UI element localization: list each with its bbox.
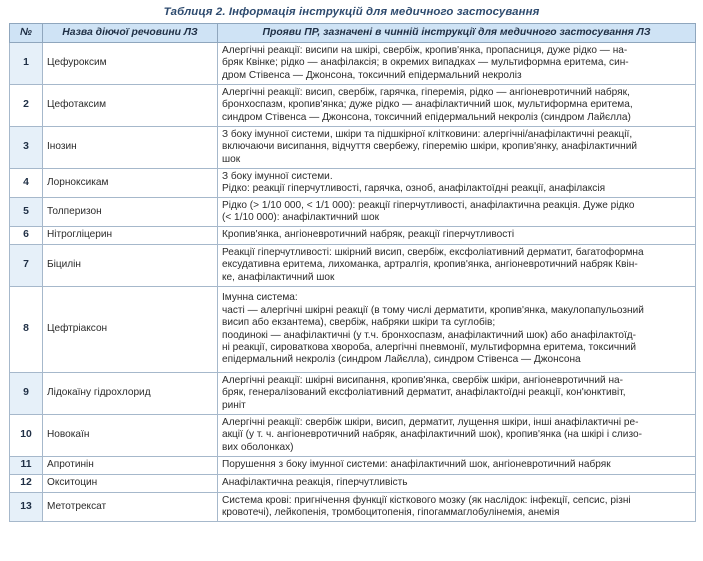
table-caption: Таблиця 2. Інформація інструкцій для медичного застосування [163,6,540,18]
manifestation-line: Алергічні реакції: шкірні висипання, кропив'янка, свербіж шкіри, ангіоневротичний на- [222,374,623,386]
medication-table [9,23,696,522]
table-row [10,415,696,457]
row-number: 6 [10,227,43,245]
substance-name: Новокаїн [43,415,218,457]
substance-name: Нітрогліцерин [43,227,218,245]
manifestations-cell [218,198,696,227]
manifestation-line: Алергічні реакції: висип, свербіж, гарячка, гіперемія, рідко — ангіоневротичний набряк, [222,86,630,98]
manifestation-line: кровотечі), лейкопенія, тромбоцитопенія, гіпогаммаглобулінемія, анемія [222,507,560,518]
manifestation-line: бронхоспазм, кропив'янка; дуже рідко — анафілактичний шок, мультиформна еритема, [222,99,633,111]
manifestation-line: дром Стівенса — Джонсона, токсичний епідермальний некроліз [222,69,522,81]
manifestations-cell [218,227,696,245]
substance-name: Цефотаксим [43,85,218,127]
substance-name: Толперизон [43,198,218,227]
table-row [10,245,696,287]
substance-name: Лорноксикам [43,169,218,198]
manifestation-line: Рідко (> 1/10 000, < 1/1 000): реакції гіперчутливості, анафілактична реакція. Дуже рідко [222,199,635,211]
row-number: 7 [10,245,43,287]
manifestation-line: поодинокі — анафілактичні (у т.ч. бронхоспазм, анафілактичний шок) або анафілактоїд- [222,329,637,341]
manifestation-line: бряк, генералізований ексфоліативний дерматит, анафілактоїдні реакції, кон'юнктивіт, [222,387,626,399]
substance-name: Апротинін [43,457,218,475]
manifestation-line: Імунна система: [222,292,298,304]
row-number: 5 [10,198,43,227]
manifestations-cell [218,245,696,287]
manifestation-line: бряк Квінке; рідко — анафілаксія; в окремих випадках — мультиформна еритема, син- [222,57,629,69]
table-body [10,43,696,522]
manifestation-line: Анафілактична реакція, гіперчутливість [222,477,408,489]
manifestation-line: висип або екзантема), свербіж, набряки шкіри та суглобів; [222,317,496,329]
row-number: 2 [10,85,43,127]
row-number: 8 [10,287,43,373]
table-row [10,198,696,227]
header-substance-name: Назва діючої речовини ЛЗ [43,24,218,43]
manifestation-line: риніт [222,399,246,411]
manifestations-cell [218,169,696,198]
header-manifestations: Прояви ПР, зазначені в чинній інструкції для медичного застосування ЛЗ [218,24,696,43]
header-number: № [10,24,43,43]
manifestations-cell [218,415,696,457]
manifestation-line: шок [222,153,241,165]
row-number: 3 [10,127,43,169]
manifestations-cell [218,127,696,169]
manifestation-line: ексудативна еритема, лихоманка, артралгія, кропив'янка, ангіоневротичний набряк Квін- [222,259,638,271]
manifestation-line: Кропив'янка, ангіоневротичний набряк, реакції гіперчутливості [222,229,515,241]
manifestation-line: синдром Стівенса — Джонсона, токсичний епідермальний некроліз (синдром Лайєлла) [222,111,631,123]
row-number: 10 [10,415,43,457]
table-row [10,169,696,198]
row-number: 12 [10,475,43,493]
table-row [10,43,696,85]
row-number: 4 [10,169,43,198]
substance-name: Цефуроксим [43,43,218,85]
manifestation-line: акції (у т. ч. ангіоневротичний набряк, анафілактичний шок), кропив'янка (на шкірі і слизо- [222,429,642,441]
manifestation-line: Система крові: пригнічення функції кісткового мозку (як наслідок: інфекції, сепсис, різні [222,494,631,506]
manifestations-cell [218,43,696,85]
manifestation-line: З боку імунної системи. [222,170,333,182]
manifestations-cell [218,493,696,522]
manifestation-line: З боку імунної системи, шкіри та підшкірної клітковини: алергічні/анафілактичні реакції, [222,128,633,140]
table-row [10,287,696,373]
table-row [10,373,696,415]
manifestations-cell [218,457,696,475]
substance-name: Біцилін [43,245,218,287]
manifestation-line: Рідко: реакції гіперчутливості, гарячка, озноб, анафілактоїдні реакції, анафілаксія [222,183,606,194]
row-number: 1 [10,43,43,85]
row-number: 9 [10,373,43,415]
table-header-row [10,24,696,43]
table-row [10,475,696,493]
manifestation-line: ні реакції, сироваткова хвороба, алергічні пневмонії, мультиформна еритема, токсичний [222,341,636,353]
manifestation-line: епідермальний некроліз (синдром Лайєлла), синдром Стівенса — Джонсона [222,354,581,366]
table-row [10,85,696,127]
manifestations-cell [218,373,696,415]
substance-name: Метотрексат [43,493,218,522]
manifestation-line: часті — алергічні шкірні реакції (в тому числі дерматити, кропив'янка, макулопапульозний [222,304,644,316]
manifestation-line: Порушення з боку імунної системи: анафілактичний шок, ангіоневротичний набряк [222,459,611,471]
manifestation-line: ке, анафілактичний шок [222,271,335,283]
substance-name: Лідокаїну гідрохлорид [43,373,218,415]
manifestations-cell [218,85,696,127]
manifestation-line: вих оболонках) [222,441,294,453]
table-row [10,493,696,522]
manifestation-line: Реакції гіперчутливості: шкірний висип, свербіж, ексфоліативний дерматит, багатоформна [222,246,644,258]
manifestation-line: (< 1/10 000): анафілактичний шок [222,212,380,223]
manifestation-line: включаючи висипання, відчуття свербежу, гіперемію шкіри, кропив'янку, анафілактичний [222,141,637,153]
manifestations-cell [218,287,696,373]
substance-name: Інозин [43,127,218,169]
manifestations-cell [218,475,696,493]
manifestation-line: Алергічні реакції: свербіж шкіри, висип, дерматит, лущення шкіри, інші анафілактичні ре- [222,416,639,428]
substance-name: Окситоцин [43,475,218,493]
manifestation-line: Алергічні реакції: висипи на шкірі, свербіж, кропив'янка, пропасниця, дуже рідко — на- [222,44,628,56]
row-number: 13 [10,493,43,522]
table-row [10,127,696,169]
table-row [10,227,696,245]
table-row [10,457,696,475]
substance-name: Цефтріаксон [43,287,218,373]
row-number: 11 [10,457,43,475]
